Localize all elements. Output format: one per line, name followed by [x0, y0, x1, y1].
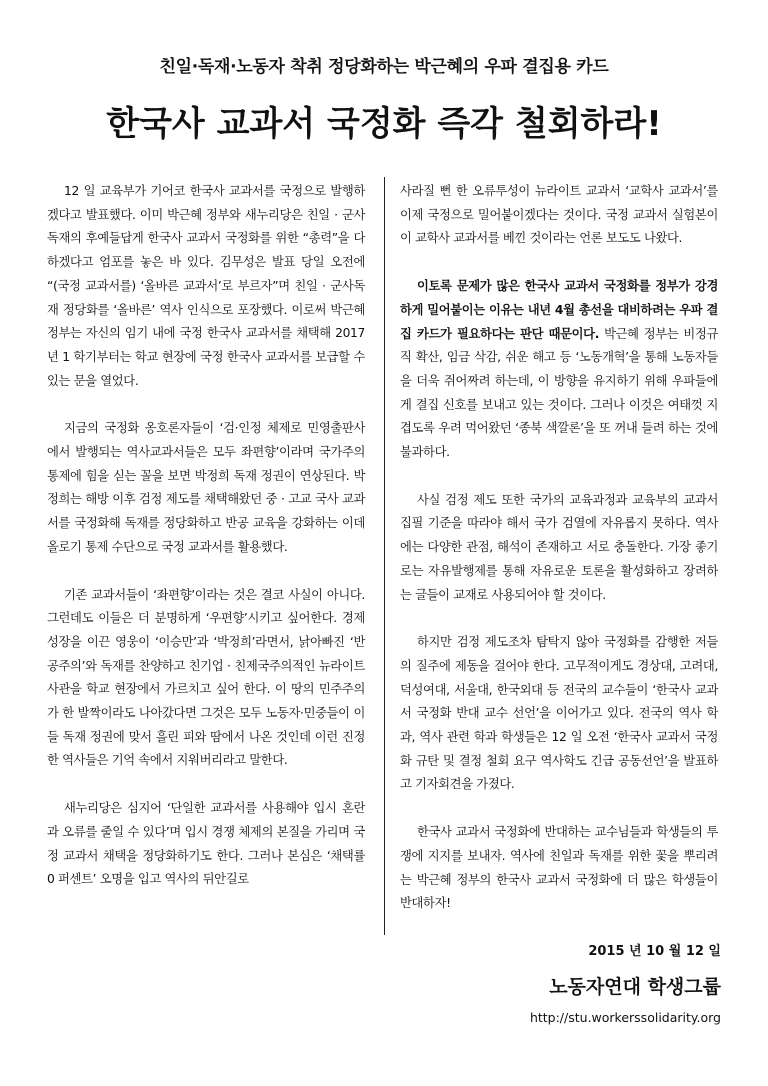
right-paragraph-5: 한국사 교과서 국정화에 반대하는 교수님들과 학생들의 투쟁에 지지를 보내자. 역사에 친일과 독재를 위한 꽃을 뿌리려는 박근혜 정부의 한국사 교과서 국정화에 더 많은 학생들이 반대하자!	[400, 825, 718, 911]
left-paragraph-4: 새누리당은 심지어 ‘단일한 교과서를 사용해야 입시 혼란과 오류를 줄일 수 있다’며 입시 경쟁 체제의 본질을 가리며 국정 교과서 채택을 정당화하기도 한다. 그러나 본심은 ‘채택률 0 퍼센트’ 오명을 입고 역사의 뒤안길로	[47, 801, 365, 887]
left-paragraph-2: 지금의 국정화 옹호론자들이 ‘검·인정 체제로 민영출판사에서 발행되는 역사교과서들은 모두 좌편향’이라며 국가주의 통제에 힘을 싣는 꼴을 보면 박정희 독재 정권이 연상된다. 박정희는 해방 이후 검정 제도를 채택해왔던 중 · 고교 국사 교과서를 국정화해 독재를 정당화하고 반공 교육을 강화하는 이데올로기 통제 수단으로 국정 교과서를 활용했다.	[47, 421, 365, 554]
left-column	[47, 180, 365, 916]
document-title: 한국사 교과서 국정화 즉각 철회하라!	[106, 104, 662, 144]
document-subtitle: 친일·독재·노동자 착취 정당화하는 박근혜의 우파 결집용 카드	[159, 57, 609, 77]
right-paragraph-1: 사라질 뻔 한 오류투성이 뉴라이트 교과서 ‘교학사 교과서’를 이제 국정으로 밀어붙이겠다는 것이다. 국정 교과서 실험본이 이 교학사 교과서를 베낀 것이라는 언론 보도도 나왔다.	[400, 184, 718, 246]
left-paragraph-1: 12 일 교육부가 기어코 한국사 교과서를 국정으로 발행하겠다고 발표했다. 이미 박근혜 정부와 새누리당은 친일 · 군사독재의 후예들답게 한국사 교과서 국정화를 위한 “총력”을 다하겠다고 엄포를 놓은 바 있다. 김무성은 발표 당일 오전에 “(국정 교과서를) ‘올바른 교과서’로 부르자”며 친일 · 군사독재 정당화를 ‘올바른’ 역사 인식으로 포장했다. 이로써 박근혜 정부는 자신의 임기 내에 국정 한국사 교과서를 채택해 2017 년 1 학기부터는 학교 현장에 국정 한국사 교과서를 보급할 수 있는 문을 열었다.	[47, 184, 365, 388]
website-url[interactable]: http://stu.workerssolidarity.org	[529, 1010, 721, 1025]
left-paragraph-3: 기존 교과서들이 ‘좌편향’이라는 것은 결코 사실이 아니다. 그런데도 이들은 더 분명하게 ‘우편향’시키고 싶어한다. 경제 성장을 이끈 영웅이 ‘이승만’과 ‘박정희’라면서, 낡아빠진 ‘반공주의’와 독재를 찬양하고 친기업 · 친제국주의적인 뉴라이트 사관을 학교 현장에서 가르치고 싶어 한다. 이 땅의 민주주의가 한 발짝이라도 나아갔다면 그것은 모두 노동자·민중들이 이들 독재 정권에 맞서 흘린 피와 땀에서 나온 것인데 이런 진정한 역사들은 기억 속에서 지워버리라고 말한다.	[47, 587, 365, 768]
right-paragraph-4: 하지만 검정 제도조차 탐탁지 않아 국정화를 감행한 저들의 질주에 제동을 걸어야 한다. 고무적이게도 경상대, 고려대, 덕성여대, 서울대, 한국외대 등 전국의 교수들이 ‘한국사 교과서 국정화 반대 교수 선언’을 이어가고 있다. 전국의 역사 학과, 역사 관련 학과 학생들은 12 일 오전 ‘한국사 교과서 국정화 규탄 및 결정 철회 요구 역사학도 긴급 공동선언’을 발표하고 기자회견을 가졌다.	[400, 635, 718, 792]
right-paragraph-3: 사실 검정 제도 또한 국가의 교육과정과 교육부의 교과서 집필 기준을 따라야 해서 국가 검열에 자유롭지 못하다. 역사에는 다양한 관점, 해석이 존재하고 서로 충돌한다. 가장 좋기로는 자유발행제를 통해 자유로운 토론을 활성화하고 장려하는 글들이 교재로 사용되어야 할 것이다.	[400, 492, 718, 602]
publish-date: 2015 년 10 월 12 일	[588, 944, 721, 959]
right-paragraph-2	[400, 275, 718, 465]
right-column	[400, 180, 718, 940]
organization-name: 노동자연대 학생그룹	[549, 976, 721, 998]
highlight-text: 이토록 문제가 많은 한국사 교과서 국정화를 정부가 강경하게 밀어붙이는 이유는 내년 4월 총선을 대비하려는 우파 결집 카드가 필요하다는 판단 때문이다.	[400, 279, 718, 341]
column-divider	[384, 177, 385, 935]
right-paragraph-2-rest: 박근혜 정부는 비정규직 확산, 임금 삭감, 쉬운 해고 등 ‘노동개혁’을 통해 노동자들을 더욱 쥐어짜려 하는데, 이 방향을 유지하기 위해 우파들에게 결집 신호를 보내고 있는 것이다. 그러나 이것은 여태껏 지겹도록 우려 먹어왔던 ‘종북 색깔론’을 또 꺼내 들려 하는 것에 불과하다.	[400, 326, 719, 460]
